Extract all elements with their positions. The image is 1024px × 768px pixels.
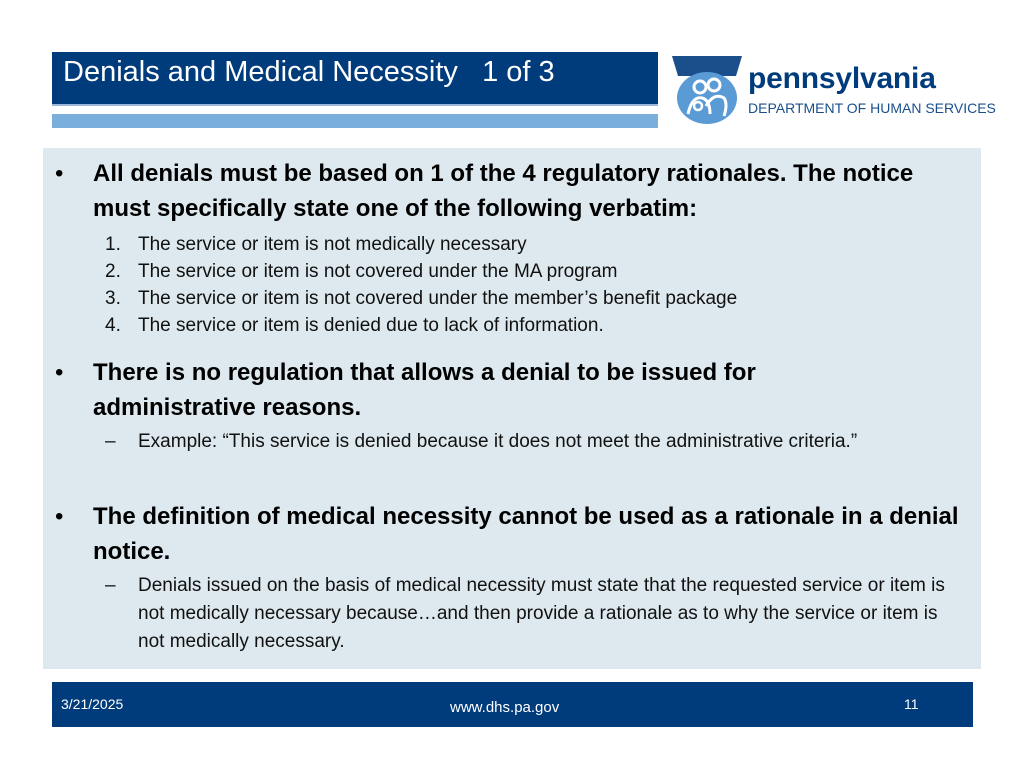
title-bar bbox=[52, 52, 658, 104]
page-number: 11 bbox=[904, 696, 919, 712]
pa-dhs-logo bbox=[670, 54, 1010, 126]
accent-bar bbox=[52, 114, 658, 128]
footer-url[interactable]: www.dhs.pa.gov bbox=[450, 699, 560, 716]
bullet-dot: • bbox=[55, 359, 64, 386]
logo-department: DEPARTMENT OF HUMAN SERVICES bbox=[748, 100, 996, 116]
content-panel: • All denials must be based on 1 of the 4 regulatory rationales. The notice must specifically state one of the following verbatim: 1. The service or item is not medically necessary 2. The service or item is not covered under the MA program 3. The service or item is not covered under the member’s benefit package 4. The service or item is denied due to lack of information. • There is no regulation that allows a denial to be issued for administrative reasons. – Example: “This service is denied because it does not meet the administrative criteria.” • The definition of medical necessity cannot be used as a rationale in a denial notice. – Denials issued on the basis of medical necessity must state that the requested service or item is not medically necessary because…and then provide a rationale as to why the service or item is not medically necessary. bbox=[43, 148, 981, 669]
logo-name: pennsylvania bbox=[748, 62, 936, 95]
bullet-text: There is no regulation that allows a denial to be issued for administrative reasons. bbox=[93, 359, 756, 421]
bullet-dot: • bbox=[55, 503, 64, 530]
bullet-text: The definition of medical necessity cannot be used as a rationale in a denial notice. bbox=[93, 503, 959, 565]
footer-date: 3/21/2025 bbox=[61, 696, 124, 712]
title-divider bbox=[52, 104, 658, 106]
bullet-dot: • bbox=[55, 160, 64, 187]
footer bbox=[52, 682, 973, 727]
page-title: Denials and Medical Necessity 1 of 3 bbox=[63, 56, 555, 88]
bullet-text: All denials must be based on 1 of the 4 regulatory rationales. The notice must specifically state one of the following verbatim: bbox=[93, 160, 914, 222]
keystone-family-icon bbox=[670, 54, 744, 126]
